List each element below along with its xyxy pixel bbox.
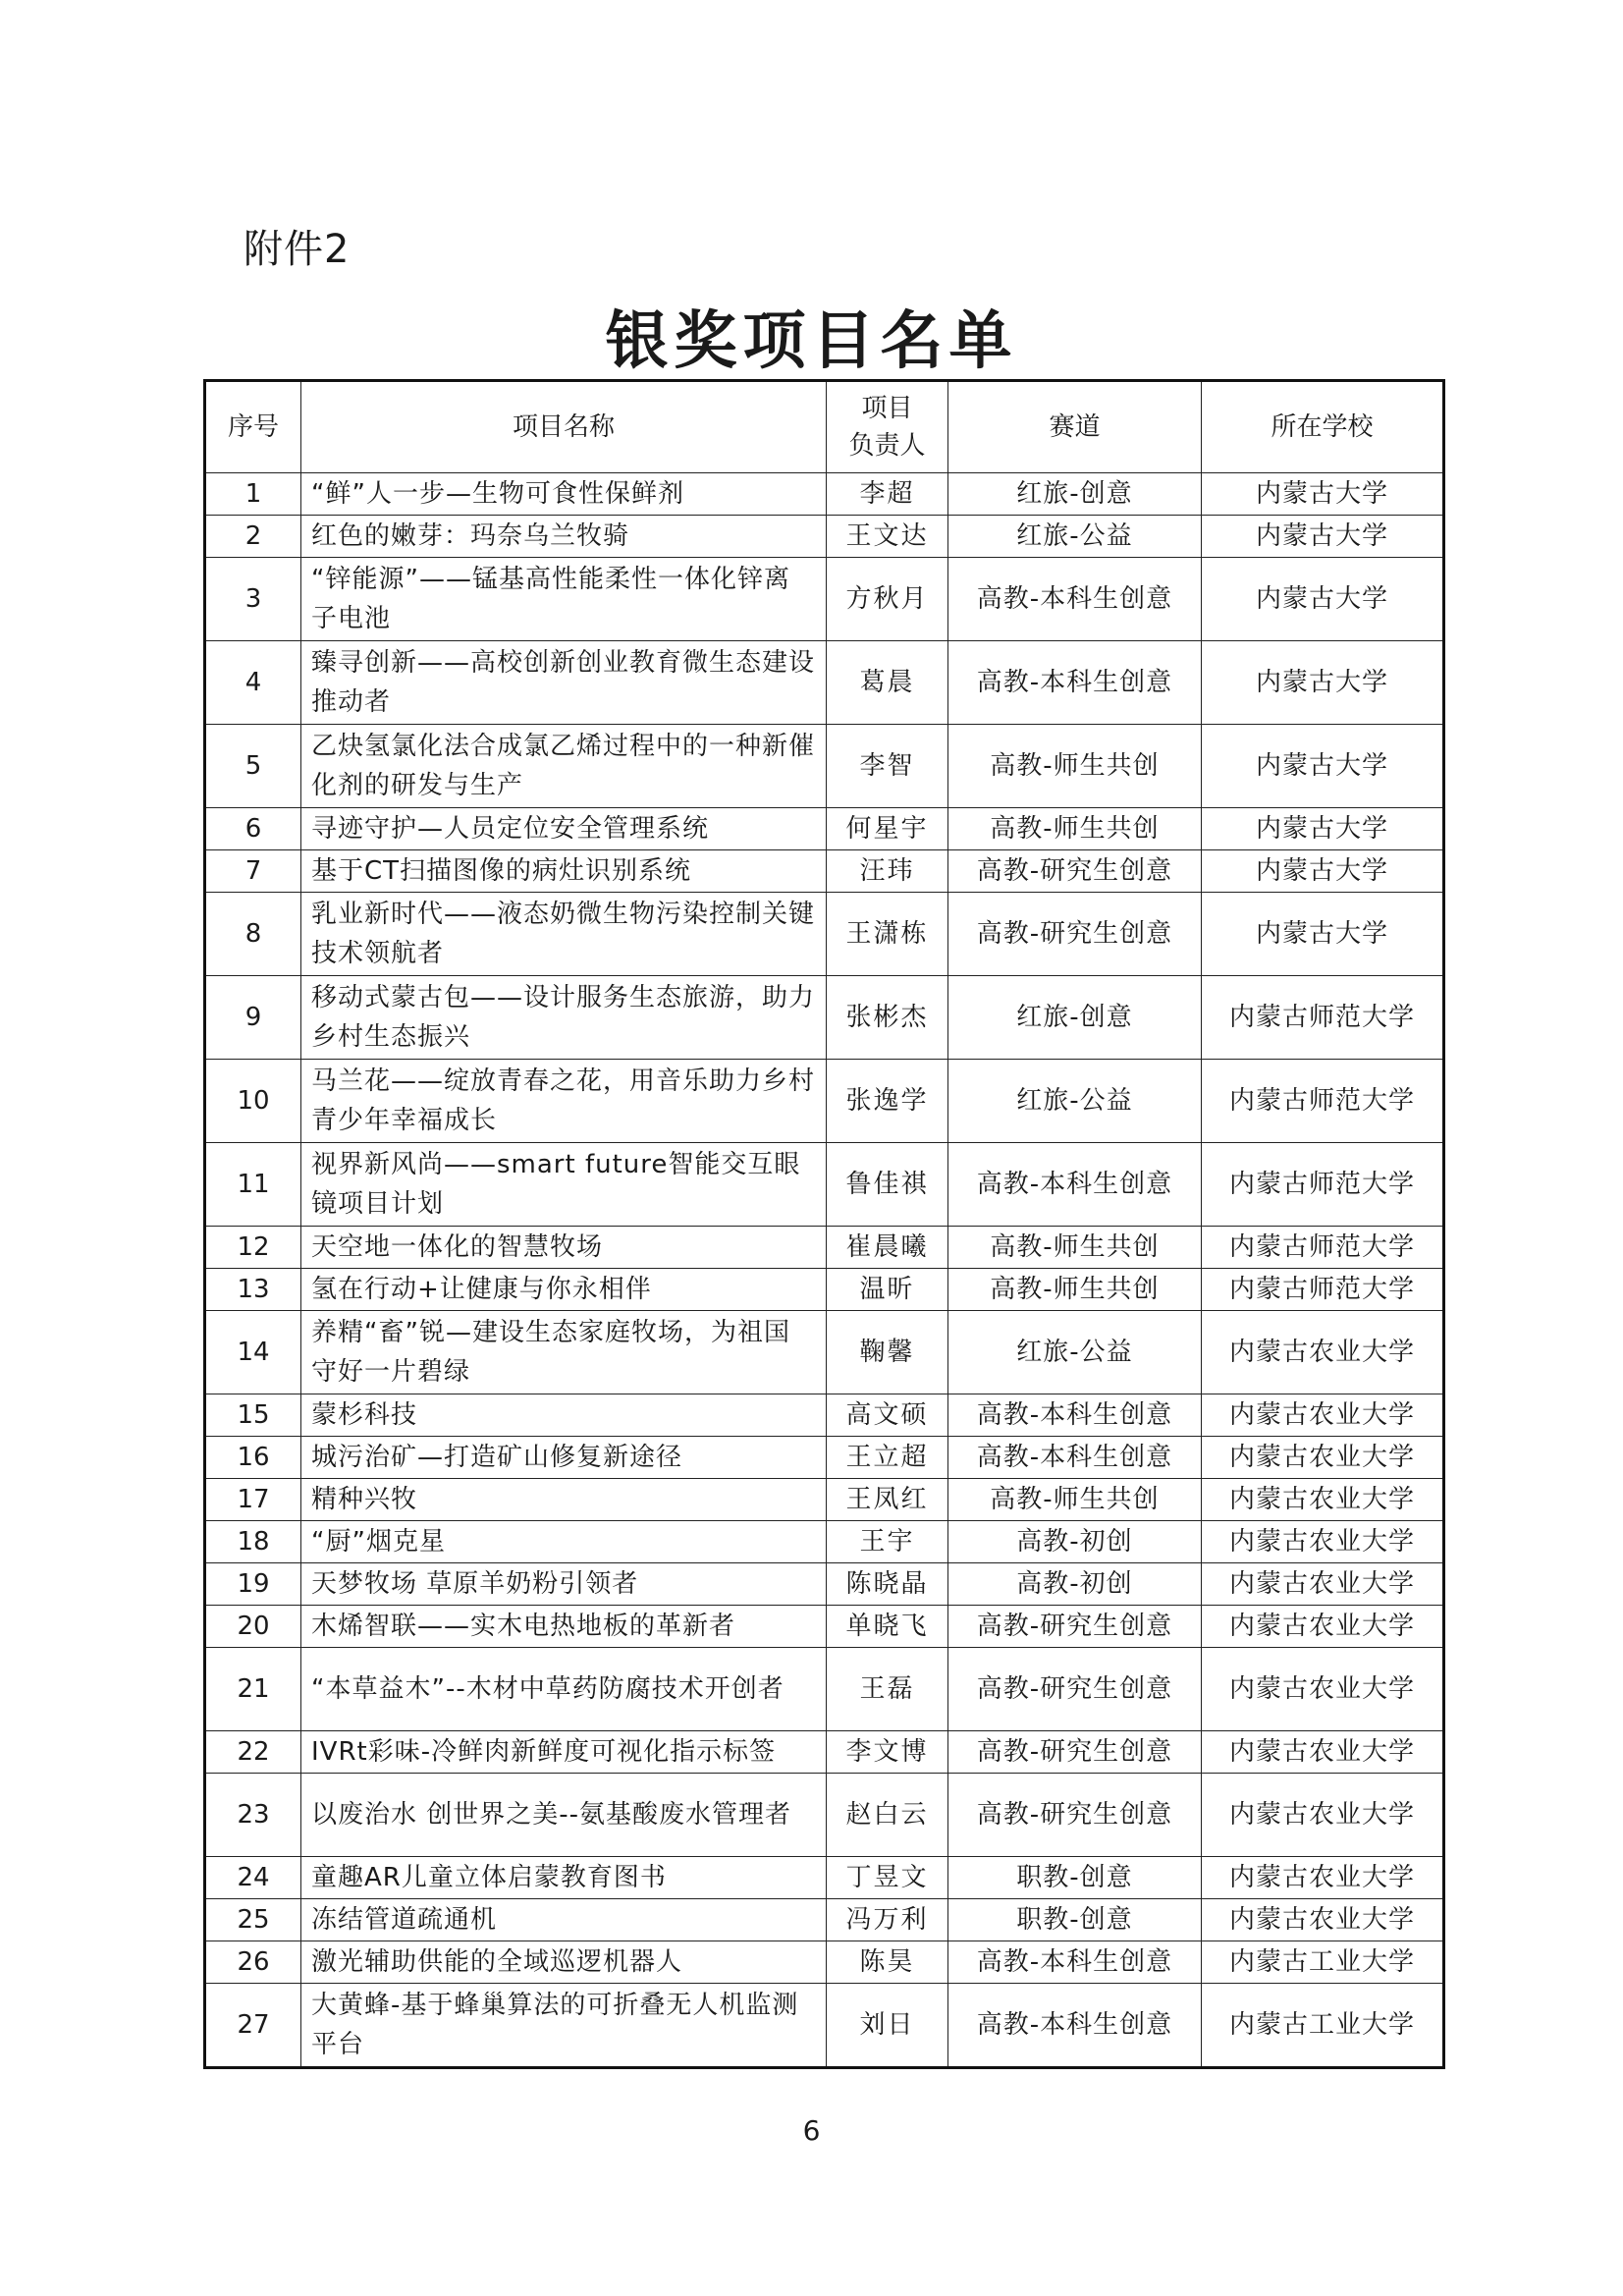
table-row bbox=[205, 1648, 1444, 1731]
page-number: 6 bbox=[802, 2114, 821, 2147]
competition-track: 高教-师生共创 bbox=[948, 1479, 1202, 1521]
row-number: 25 bbox=[205, 1899, 301, 1941]
row-number: 26 bbox=[205, 1941, 301, 1984]
project-name: 乳业新时代——液态奶微生物污染控制关键技术领航者 bbox=[301, 893, 827, 976]
competition-track: 红旅-公益 bbox=[948, 1060, 1202, 1143]
project-name: 红色的嫩芽：玛奈乌兰牧骑 bbox=[301, 516, 827, 558]
table-body bbox=[205, 473, 1444, 2068]
table-row bbox=[205, 725, 1444, 808]
project-name: 天空地一体化的智慧牧场 bbox=[301, 1227, 827, 1269]
project-owner: 方秋月 bbox=[827, 558, 948, 641]
row-number: 9 bbox=[205, 976, 301, 1060]
project-name: 冻结管道疏通机 bbox=[301, 1899, 827, 1941]
school-name: 内蒙古农业大学 bbox=[1202, 1731, 1444, 1774]
project-name: 马兰花——绽放青春之花，用音乐助力乡村青少年幸福成长 bbox=[301, 1060, 827, 1143]
attachment-label: 附件2 bbox=[243, 227, 351, 272]
school-name: 内蒙古师范大学 bbox=[1202, 1269, 1444, 1311]
project-owner: 张逸学 bbox=[827, 1060, 948, 1143]
project-name: 视界新风尚——smart future智能交互眼镜项目计划 bbox=[301, 1143, 827, 1227]
school-name: 内蒙古工业大学 bbox=[1202, 1941, 1444, 1984]
table-row bbox=[205, 893, 1444, 976]
project-owner: 汪玮 bbox=[827, 850, 948, 893]
row-number: 2 bbox=[205, 516, 301, 558]
project-owner: 李文博 bbox=[827, 1731, 948, 1774]
school-name: 内蒙古大学 bbox=[1202, 725, 1444, 808]
school-name: 内蒙古农业大学 bbox=[1202, 1606, 1444, 1648]
competition-track: 高教-研究生创意 bbox=[948, 850, 1202, 893]
school-name: 内蒙古农业大学 bbox=[1202, 1394, 1444, 1437]
table-row bbox=[205, 558, 1444, 641]
school-name: 内蒙古大学 bbox=[1202, 516, 1444, 558]
row-number: 12 bbox=[205, 1227, 301, 1269]
competition-track: 高教-师生共创 bbox=[948, 1227, 1202, 1269]
project-name: 大黄蜂-基于蜂巢算法的可折叠无人机监测平台 bbox=[301, 1984, 827, 2068]
table-row bbox=[205, 1606, 1444, 1648]
row-number: 20 bbox=[205, 1606, 301, 1648]
project-name: 基于CT扫描图像的病灶识别系统 bbox=[301, 850, 827, 893]
row-number: 27 bbox=[205, 1984, 301, 2068]
project-owner: 葛晨 bbox=[827, 641, 948, 725]
row-number: 23 bbox=[205, 1774, 301, 1857]
project-owner: 温昕 bbox=[827, 1269, 948, 1311]
competition-track: 高教-本科生创意 bbox=[948, 1394, 1202, 1437]
competition-track: 高教-研究生创意 bbox=[948, 1648, 1202, 1731]
project-name: 氢在行动+让健康与你永相伴 bbox=[301, 1269, 827, 1311]
row-number: 14 bbox=[205, 1311, 301, 1394]
table-row bbox=[205, 808, 1444, 850]
project-owner: 李超 bbox=[827, 473, 948, 516]
school-name: 内蒙古师范大学 bbox=[1202, 1143, 1444, 1227]
table-row bbox=[205, 1857, 1444, 1899]
row-number: 11 bbox=[205, 1143, 301, 1227]
project-owner: 何星宇 bbox=[827, 808, 948, 850]
header-school: 所在学校 bbox=[1202, 381, 1444, 473]
school-name: 内蒙古农业大学 bbox=[1202, 1774, 1444, 1857]
project-owner: 陈昊 bbox=[827, 1941, 948, 1984]
table-row bbox=[205, 1311, 1444, 1394]
project-name: 移动式蒙古包——设计服务生态旅游，助力乡村生态振兴 bbox=[301, 976, 827, 1060]
competition-track: 高教-师生共创 bbox=[948, 1269, 1202, 1311]
table-row bbox=[205, 1984, 1444, 2068]
school-name: 内蒙古农业大学 bbox=[1202, 1563, 1444, 1606]
row-number: 21 bbox=[205, 1648, 301, 1731]
table-row bbox=[205, 1143, 1444, 1227]
project-owner: 王文达 bbox=[827, 516, 948, 558]
header-owner-line2: 负责人 bbox=[848, 431, 926, 461]
school-name: 内蒙古师范大学 bbox=[1202, 976, 1444, 1060]
project-name: 乙炔氢氯化法合成氯乙烯过程中的一种新催化剂的研发与生产 bbox=[301, 725, 827, 808]
school-name: 内蒙古农业大学 bbox=[1202, 1521, 1444, 1563]
table-header-row bbox=[205, 381, 1444, 473]
competition-track: 高教-研究生创意 bbox=[948, 1606, 1202, 1648]
project-name: 童趣AR儿童立体启蒙教育图书 bbox=[301, 1857, 827, 1899]
school-name: 内蒙古农业大学 bbox=[1202, 1899, 1444, 1941]
project-name: 寻迹守护—人员定位安全管理系统 bbox=[301, 808, 827, 850]
competition-track: 高教-本科生创意 bbox=[948, 558, 1202, 641]
school-name: 内蒙古大学 bbox=[1202, 808, 1444, 850]
competition-track: 高教-研究生创意 bbox=[948, 893, 1202, 976]
competition-track: 红旅-公益 bbox=[948, 1311, 1202, 1394]
school-name: 内蒙古农业大学 bbox=[1202, 1311, 1444, 1394]
table-row bbox=[205, 1563, 1444, 1606]
project-owner: 王凤红 bbox=[827, 1479, 948, 1521]
competition-track: 高教-本科生创意 bbox=[948, 1437, 1202, 1479]
competition-track: 高教-本科生创意 bbox=[948, 1984, 1202, 2068]
project-owner: 鞠馨 bbox=[827, 1311, 948, 1394]
project-name: 城污治矿—打造矿山修复新途径 bbox=[301, 1437, 827, 1479]
row-number: 4 bbox=[205, 641, 301, 725]
competition-track: 红旅-公益 bbox=[948, 516, 1202, 558]
project-owner: 王潇栋 bbox=[827, 893, 948, 976]
competition-track: 红旅-创意 bbox=[948, 976, 1202, 1060]
row-number: 19 bbox=[205, 1563, 301, 1606]
header-owner bbox=[827, 381, 948, 473]
competition-track: 高教-师生共创 bbox=[948, 725, 1202, 808]
table-row bbox=[205, 516, 1444, 558]
row-number: 3 bbox=[205, 558, 301, 641]
project-name: 以废治水 创世界之美--氨基酸废水管理者 bbox=[301, 1774, 827, 1857]
project-owner: 冯万利 bbox=[827, 1899, 948, 1941]
project-name: 木烯智联——实木电热地板的革新者 bbox=[301, 1606, 827, 1648]
project-owner: 单晓飞 bbox=[827, 1606, 948, 1648]
competition-track: 高教-初创 bbox=[948, 1563, 1202, 1606]
competition-track: 高教-本科生创意 bbox=[948, 641, 1202, 725]
row-number: 18 bbox=[205, 1521, 301, 1563]
project-name: IVRt彩味-冷鲜肉新鲜度可视化指示标签 bbox=[301, 1731, 827, 1774]
school-name: 内蒙古师范大学 bbox=[1202, 1060, 1444, 1143]
document-title: 银奖项目名单 bbox=[605, 304, 1018, 378]
header-track: 赛道 bbox=[948, 381, 1202, 473]
silver-award-table bbox=[203, 379, 1445, 2069]
school-name: 内蒙古农业大学 bbox=[1202, 1648, 1444, 1731]
competition-track: 职教-创意 bbox=[948, 1899, 1202, 1941]
project-name: 蒙杉科技 bbox=[301, 1394, 827, 1437]
school-name: 内蒙古大学 bbox=[1202, 850, 1444, 893]
table-row bbox=[205, 1227, 1444, 1269]
row-number: 5 bbox=[205, 725, 301, 808]
project-name: “鲜”人一步—生物可食性保鲜剂 bbox=[301, 473, 827, 516]
row-number: 17 bbox=[205, 1479, 301, 1521]
table-row bbox=[205, 473, 1444, 516]
table-row bbox=[205, 850, 1444, 893]
project-owner: 崔晨曦 bbox=[827, 1227, 948, 1269]
row-number: 24 bbox=[205, 1857, 301, 1899]
competition-track: 高教-本科生创意 bbox=[948, 1143, 1202, 1227]
school-name: 内蒙古大学 bbox=[1202, 473, 1444, 516]
table-row bbox=[205, 1060, 1444, 1143]
project-name: 精种兴牧 bbox=[301, 1479, 827, 1521]
school-name: 内蒙古农业大学 bbox=[1202, 1437, 1444, 1479]
project-owner: 陈晓晶 bbox=[827, 1563, 948, 1606]
row-number: 1 bbox=[205, 473, 301, 516]
school-name: 内蒙古农业大学 bbox=[1202, 1857, 1444, 1899]
project-name: 天梦牧场 草原羊奶粉引领者 bbox=[301, 1563, 827, 1606]
project-name: 激光辅助供能的全域巡逻机器人 bbox=[301, 1941, 827, 1984]
table-row bbox=[205, 1269, 1444, 1311]
header-owner-line1: 项目 bbox=[861, 394, 913, 423]
project-name: “锌能源”——锰基高性能柔性一体化锌离子电池 bbox=[301, 558, 827, 641]
competition-track: 高教-师生共创 bbox=[948, 808, 1202, 850]
table-row bbox=[205, 976, 1444, 1060]
project-owner: 王磊 bbox=[827, 1648, 948, 1731]
row-number: 7 bbox=[205, 850, 301, 893]
row-number: 16 bbox=[205, 1437, 301, 1479]
header-project-name: 项目名称 bbox=[301, 381, 827, 473]
competition-track: 红旅-创意 bbox=[948, 473, 1202, 516]
project-owner: 刘日 bbox=[827, 1984, 948, 2068]
project-owner: 王立超 bbox=[827, 1437, 948, 1479]
table-row bbox=[205, 1731, 1444, 1774]
project-name: 臻寻创新——高校创新创业教育微生态建设推动者 bbox=[301, 641, 827, 725]
row-number: 10 bbox=[205, 1060, 301, 1143]
row-number: 15 bbox=[205, 1394, 301, 1437]
table-row bbox=[205, 1479, 1444, 1521]
project-owner: 王宇 bbox=[827, 1521, 948, 1563]
header-no: 序号 bbox=[205, 381, 301, 473]
competition-track: 高教-本科生创意 bbox=[948, 1941, 1202, 1984]
table-row bbox=[205, 1941, 1444, 1984]
school-name: 内蒙古师范大学 bbox=[1202, 1227, 1444, 1269]
school-name: 内蒙古大学 bbox=[1202, 641, 1444, 725]
row-number: 13 bbox=[205, 1269, 301, 1311]
row-number: 8 bbox=[205, 893, 301, 976]
competition-track: 高教-初创 bbox=[948, 1521, 1202, 1563]
project-owner: 张彬杰 bbox=[827, 976, 948, 1060]
table-row bbox=[205, 1394, 1444, 1437]
competition-track: 高教-研究生创意 bbox=[948, 1774, 1202, 1857]
competition-track: 职教-创意 bbox=[948, 1857, 1202, 1899]
school-name: 内蒙古农业大学 bbox=[1202, 1479, 1444, 1521]
project-name: “厨”烟克星 bbox=[301, 1521, 827, 1563]
table-row bbox=[205, 1521, 1444, 1563]
competition-track: 高教-研究生创意 bbox=[948, 1731, 1202, 1774]
project-owner: 鲁佳祺 bbox=[827, 1143, 948, 1227]
table-row bbox=[205, 1437, 1444, 1479]
school-name: 内蒙古大学 bbox=[1202, 558, 1444, 641]
project-name: 养精“畜”锐—建设生态家庭牧场，为祖国守好一片碧绿 bbox=[301, 1311, 827, 1394]
project-owner: 赵白云 bbox=[827, 1774, 948, 1857]
table-row bbox=[205, 1899, 1444, 1941]
school-name: 内蒙古大学 bbox=[1202, 893, 1444, 976]
project-name: “本草益木”--木材中草药防腐技术开创者 bbox=[301, 1648, 827, 1731]
project-owner: 高文硕 bbox=[827, 1394, 948, 1437]
project-owner: 丁昱文 bbox=[827, 1857, 948, 1899]
row-number: 6 bbox=[205, 808, 301, 850]
school-name: 内蒙古工业大学 bbox=[1202, 1984, 1444, 2068]
project-owner: 李智 bbox=[827, 725, 948, 808]
table-row bbox=[205, 1774, 1444, 1857]
row-number: 22 bbox=[205, 1731, 301, 1774]
table-row bbox=[205, 641, 1444, 725]
